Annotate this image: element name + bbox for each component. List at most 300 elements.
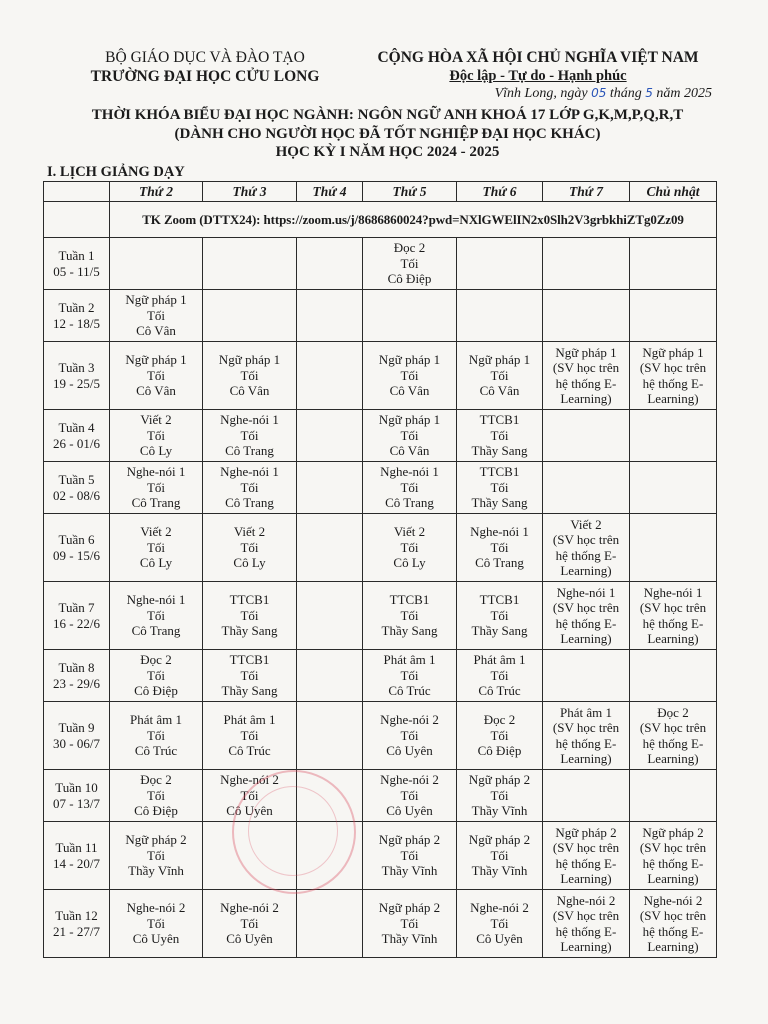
date-month: 5 [645,86,653,100]
cell-line: Cô Ly [393,555,426,571]
document-title [40,106,735,162]
cell-line: hệ thống E- [555,855,617,871]
republic-name: CỘNG HÒA XÃ HỘI CHỦ NGHĨA VIỆT NAM [377,49,699,66]
cell-line: (SV học trên [552,720,620,735]
schedule-cell-thu-5 [363,290,457,342]
schedule-cell-thu-3 [203,238,297,290]
week-dates: 23 - 29/6 [53,675,100,691]
cell-line: Tối [490,427,509,443]
cell-line: Nghe-nói 1 [126,464,186,480]
header-row [44,182,717,202]
cell-line: Thầy Sang [221,683,278,699]
week-label: Tuần 2 [58,300,95,315]
cell-line: TTCB1 [229,652,270,668]
table-row [44,342,717,410]
cell-line: Ngữ pháp 2 [468,772,531,788]
schedule-cell-chu-nhat [630,342,717,410]
ministry-name: BỘ GIÁO DỤC VÀ ĐÀO TẠO [105,49,305,66]
cell-line: Tối [146,727,166,743]
table-row [44,770,717,822]
table-row [44,822,717,890]
cell-line: Tối [400,479,419,495]
schedule-cell-thu-2 [110,342,203,410]
schedule-cell-thu-6 [457,238,543,290]
cell-line: hệ thống E- [642,735,704,751]
cell-line: Tối [400,255,419,271]
title-line-3: HỌC KỲ I NĂM HỌC 2024 - 2025 [275,144,500,160]
cell-line: Cô Ly [233,555,266,571]
week-cell [44,582,110,650]
cell-line: Đọc 2 [393,240,426,256]
cell-line: Viết 2 [233,524,266,540]
cell-line: Cô Điệp [477,743,522,759]
week-label: Tuần 6 [58,532,95,547]
schedule-cell-thu-6 [457,290,543,342]
cell-line: Tối [240,667,259,683]
schedule-cell-thu-7 [543,410,630,462]
cell-line: Ngữ pháp 2 [555,824,617,840]
university-name-text: TRƯỜNG ĐẠI HỌC CỬU LONG [90,68,320,85]
cell-line: Cô Vân [479,383,520,399]
week-cell [44,238,110,290]
cell-line: (SV học trên [639,840,707,855]
cell-line: Viết 2 [140,412,172,428]
header-corner [44,182,110,202]
date-year: năm 2025 [656,86,712,101]
schedule-cell-thu-5 [363,822,457,890]
cell-line: Cô Trang [131,495,181,511]
cell-line: Learning) [647,391,699,406]
schedule-cell-thu-7 [543,342,630,410]
cell-line: Tối [240,539,259,555]
cell-line: Cô Điệp [134,803,178,819]
cell-line: Cô Uyên [132,931,180,947]
timetable [43,181,717,958]
cell-line: Thầy Sang [471,443,528,459]
cell-line: hệ thống E- [642,855,704,871]
schedule-cell-thu-5 [363,462,457,514]
week-label: Tuần 7 [58,600,95,615]
schedule-cell-thu-3 [203,290,297,342]
week-cell [44,342,110,410]
cell-line: (SV học trên [552,840,620,855]
schedule-cell-chu-nhat [630,890,717,958]
week-label: Tuần 12 [55,908,98,923]
schedule-cell-thu-5 [363,410,457,462]
cell-line: Cô Vân [136,323,176,339]
cell-line: Learning) [647,631,699,646]
cell-line: Ngữ pháp 2 [642,824,704,840]
cell-line: Tối [400,607,419,623]
schedule-cell-thu-3 [203,650,297,702]
cell-line: Tối [146,915,166,931]
cell-line: Nghe-nói 1 [220,412,279,428]
cell-line: Cô Uyên [386,803,433,819]
table-row [44,410,717,462]
cell-line: Ngữ pháp 1 [378,352,441,368]
schedule-cell-thu-6 [457,890,543,958]
cell-line: Cô Uyên [226,803,273,819]
cell-line: Tối [146,847,166,863]
table-row [44,650,717,702]
schedule-cell-thu-5 [363,342,457,410]
cell-line: Cô Uyên [386,743,433,759]
schedule-cell-chu-nhat [630,702,717,770]
cell-line: hệ thống E- [555,735,617,751]
cell-line: Learning) [647,871,699,886]
cell-line: Tối [240,367,259,383]
week-dates: 30 - 06/7 [53,735,100,751]
schedule-cell-thu-6 [457,462,543,514]
schedule-cell-thu-4 [297,890,363,958]
cell-line: Tối [400,915,419,931]
schedule-cell-thu-7 [543,822,630,890]
issue-date [398,86,712,102]
schedule-cell-thu-4 [297,290,363,342]
cell-line: Nghe-nói 2 [220,900,279,916]
cell-line: Tối [400,427,419,443]
schedule-cell-thu-6 [457,410,543,462]
schedule-cell-thu-3 [203,342,297,410]
cell-line: Nghe-nói 1 [470,524,529,540]
schedule-cell-thu-4 [297,702,363,770]
cell-line: Cô Trang [225,443,274,459]
cell-line: Ngữ pháp 1 [378,412,441,428]
schedule-cell-thu-2 [110,890,203,958]
week-dates: 07 - 13/7 [53,795,100,811]
cell-line: Nghe-nói 1 [556,584,616,600]
week-cell [44,822,110,890]
cell-line: Tối [146,539,166,555]
header-thu-3: Thứ 3 [203,182,297,202]
cell-line: Cô Uyên [476,931,523,947]
table-row [44,290,717,342]
cell-line: Learning) [560,391,612,406]
week-dates: 09 - 15/6 [53,547,100,563]
cell-line: Viết 2 [570,516,602,532]
cell-line: Cô Trang [131,623,181,639]
schedule-cell-thu-4 [297,650,363,702]
cell-line: Nghe-nói 1 [643,584,703,600]
week-dates: 19 - 25/5 [53,375,100,391]
cell-line: Tối [400,367,419,383]
cell-line: Phát âm 1 [130,712,182,728]
cell-line: Cô Điệp [134,683,178,699]
cell-line: hệ thống E- [555,375,617,391]
cell-line: Cô Trang [475,555,524,571]
cell-line: Ngữ pháp 1 [468,352,531,368]
cell-line: Đọc 2 [140,652,172,668]
schedule-cell-chu-nhat [630,238,717,290]
schedule-cell-thu-6 [457,514,543,582]
cell-line: Tối [146,307,166,323]
header-thu-5: Thứ 5 [363,182,457,202]
cell-line: Đọc 2 [140,772,172,788]
schedule-cell-thu-7 [543,462,630,514]
table-row [44,702,717,770]
week-label: Tuần 4 [58,420,95,435]
schedule-cell-thu-2 [110,582,203,650]
cell-line: Tối [400,667,419,683]
cell-line: Nghe-nói 2 [380,712,439,728]
schedule-cell-thu-7 [543,238,630,290]
cell-line: Ngữ pháp 2 [378,832,441,848]
cell-line: (SV học trên [552,532,620,547]
cell-line: Ngữ pháp 2 [125,832,187,848]
schedule-cell-thu-2 [110,462,203,514]
cell-line: Thầy Sang [471,623,528,639]
cell-line: Tối [490,479,509,495]
schedule-cell-thu-4 [297,582,363,650]
week-label: Tuần 8 [58,660,95,675]
cell-line: Cô Vân [136,383,176,399]
schedule-cell-thu-7 [543,650,630,702]
cell-line: Cô Trúc [388,683,431,699]
cell-line: Learning) [560,631,612,646]
cell-line: TTCB1 [479,592,520,608]
cell-line: (SV học trên [639,720,707,735]
cell-line: (SV học trên [552,908,620,923]
cell-line: Nghe-nói 2 [470,900,529,916]
cell-line: Tối [146,367,166,383]
header-thu-6: Thứ 6 [457,182,543,202]
schedule-cell-thu-3 [203,514,297,582]
cell-line: (SV học trên [552,360,620,375]
table-row [44,462,717,514]
cell-line: hệ thống E- [642,615,704,631]
schedule-cell-thu-4 [297,514,363,582]
section-title: I. LỊCH GIẢNG DẠY [47,164,185,180]
week-label: Tuần 1 [58,248,95,263]
schedule-cell-thu-5 [363,582,457,650]
week-cell [44,650,110,702]
cell-line: Thầy Vĩnh [381,931,438,947]
week-label: Tuần 5 [58,472,95,487]
cell-line: hệ thống E- [642,923,704,939]
cell-line: Phát âm 1 [383,652,436,668]
schedule-cell-thu-6 [457,770,543,822]
cell-line: Tối [400,727,419,743]
cell-line: Cô Ly [139,443,173,459]
schedule-cell-thu-4 [297,342,363,410]
week-cell [44,410,110,462]
week-dates: 02 - 08/6 [53,487,100,503]
schedule-cell-thu-7 [543,582,630,650]
cell-line: Cô Trúc [134,743,178,759]
left-header [60,48,350,86]
schedule-cell-thu-7 [543,770,630,822]
week-label: Tuần 9 [58,720,95,735]
cell-line: Ngữ pháp 2 [468,832,531,848]
cell-line: Cô Vân [229,383,270,399]
week-dates: 12 - 18/5 [53,315,100,331]
cell-line: Nghe-nói 2 [556,892,616,908]
date-day: 05 [591,86,607,100]
week-label: Tuần 11 [55,840,98,855]
schedule-cell-chu-nhat [630,650,717,702]
schedule-cell-thu-3 [203,462,297,514]
cell-line: Ngữ pháp 1 [125,292,187,308]
schedule-cell-thu-5 [363,702,457,770]
header-chu-nhat: Chủ nhật [630,182,717,202]
cell-line: Ngữ pháp 1 [642,344,704,360]
cell-line: Learning) [647,939,699,954]
title-line-1: THỜI KHÓA BIỂU ĐẠI HỌC NGÀNH: NGÔN NGỮ ANH KHOÁ 17 LỚP G,K,M,P,Q,R,T [91,107,684,123]
right-header [358,48,718,86]
cell-line: TTCB1 [389,592,430,608]
cell-line: Phát âm 1 [560,704,612,720]
schedule-cell-thu-7 [543,514,630,582]
cell-line: Nghe-nói 2 [220,772,279,788]
header-thu-7: Thứ 7 [543,182,630,202]
schedule-cell-chu-nhat [630,822,717,890]
cell-line: Phát âm 1 [473,652,526,668]
cell-line: Tối [490,915,509,931]
schedule-cell-thu-6 [457,702,543,770]
cell-line: Cô Trang [225,495,274,511]
cell-line: Nghe-nói 2 [643,892,703,908]
cell-line: Nghe-nói 1 [220,464,279,480]
cell-line: (SV học trên [639,908,707,923]
cell-line: Viết 2 [393,524,426,540]
cell-line: Tối [146,479,166,495]
title-line-2: (DÀNH CHO NGƯỜI HỌC ĐÃ TỐT NGHIỆP ĐẠI HỌC KHÁC) [174,125,601,142]
schedule-cell-thu-2 [110,770,203,822]
cell-line: Nghe-nói 2 [380,772,439,788]
cell-line: Cô Vân [389,443,430,459]
date-prefix: Vĩnh Long, ngày [494,86,588,101]
schedule-cell-thu-2 [110,410,203,462]
cell-line: Learning) [647,751,699,766]
cell-line: (SV học trên [552,600,620,615]
cell-line: Tối [240,427,259,443]
university-name [60,67,350,86]
schedule-cell-thu-2 [110,290,203,342]
week-dates: 16 - 22/6 [53,615,100,631]
schedule-cell-thu-2 [110,514,203,582]
schedule-cell-thu-5 [363,238,457,290]
schedule-cell-chu-nhat [630,462,717,514]
cell-line: hệ thống E- [555,547,617,563]
cell-line: Thầy Sang [381,623,438,639]
cell-line: Tối [490,787,509,803]
zoom-row [44,202,717,238]
cell-line: Ngữ pháp 1 [555,344,617,360]
schedule-cell-thu-4 [297,410,363,462]
cell-line: Cô Trúc [478,683,521,699]
schedule-cell-thu-4 [297,238,363,290]
cell-line: Thầy Vĩnh [471,803,528,819]
cell-line: Learning) [560,871,612,886]
cell-line: Tối [490,539,509,555]
cell-line: hệ thống E- [555,615,617,631]
week-label: Tuần 10 [55,780,98,795]
cell-line: Cô Điệp [387,271,432,287]
schedule-cell-thu-5 [363,890,457,958]
header-thu-2: Thứ 2 [110,182,203,202]
cell-line: Tối [490,667,509,683]
schedule-cell-chu-nhat [630,290,717,342]
cell-line: Learning) [560,563,612,578]
schedule-cell-thu-3 [203,410,297,462]
cell-line: TTCB1 [479,412,520,428]
schedule-cell-thu-5 [363,650,457,702]
cell-line: Tối [146,787,166,803]
table-row [44,582,717,650]
cell-line: TTCB1 [479,464,520,480]
cell-line: Tối [146,607,166,623]
cell-line: Nghe-nói 1 [380,464,439,480]
schedule-cell-thu-5 [363,770,457,822]
cell-line: Cô Vân [389,383,430,399]
schedule-cell-chu-nhat [630,770,717,822]
week-dates: 26 - 01/6 [53,435,100,451]
zoom-link[interactable]: TK Zoom (DTTX24): https://zoom.us/j/8686860024?pwd=NXlGWElIN2x0Slh2V3grbkhiZTg0Zz09 [110,202,717,238]
cell-line: Tối [490,727,509,743]
schedule-cell-thu-3 [203,770,297,822]
schedule-cell-thu-7 [543,890,630,958]
cell-line: Cô Uyên [226,931,273,947]
week-cell [44,702,110,770]
week-dates: 05 - 11/5 [53,263,100,279]
table-row [44,238,717,290]
header-thu-4: Thứ 4 [297,182,363,202]
cell-line: Tối [400,539,419,555]
cell-line: Tối [146,667,166,683]
cell-line: Đọc 2 [657,704,689,720]
week-label: Tuần 3 [58,360,95,375]
cell-line: (SV học trên [639,600,707,615]
schedule-cell-chu-nhat [630,410,717,462]
week-cell [44,770,110,822]
cell-line: Tối [490,367,509,383]
week-cell [44,462,110,514]
cell-line: Tối [490,607,509,623]
week-cell [44,514,110,582]
cell-line: Thầy Sang [471,495,528,511]
week-dates: 21 - 27/7 [53,923,100,939]
cell-line: Ngữ pháp 2 [378,900,441,916]
week-cell [44,290,110,342]
cell-line: Viết 2 [140,524,172,540]
schedule-cell-thu-3 [203,890,297,958]
schedule-cell-thu-6 [457,822,543,890]
cell-line: Ngữ pháp 1 [218,352,281,368]
table-row [44,890,717,958]
cell-line: TTCB1 [229,592,270,608]
cell-line: Learning) [560,939,612,954]
cell-line: hệ thống E- [555,923,617,939]
cell-line: Tối [146,427,166,443]
schedule-cell-thu-6 [457,582,543,650]
schedule-cell-thu-5 [363,514,457,582]
schedule-cell-thu-2 [110,238,203,290]
schedule-cell-thu-4 [297,822,363,890]
schedule-cell-thu-7 [543,702,630,770]
schedule-cell-thu-3 [203,702,297,770]
cell-line: Tối [490,847,509,863]
table-row [44,514,717,582]
cell-line: Thầy Sang [221,623,278,639]
cell-line: Tối [240,727,259,743]
cell-line: hệ thống E- [642,375,704,391]
cell-line: Ngữ pháp 1 [125,352,187,368]
schedule-cell-thu-2 [110,650,203,702]
cell-line: Đọc 2 [483,712,516,728]
cell-line: Thầy Vĩnh [381,863,438,879]
cell-line: Learning) [560,751,612,766]
week-dates: 14 - 20/7 [53,855,100,871]
